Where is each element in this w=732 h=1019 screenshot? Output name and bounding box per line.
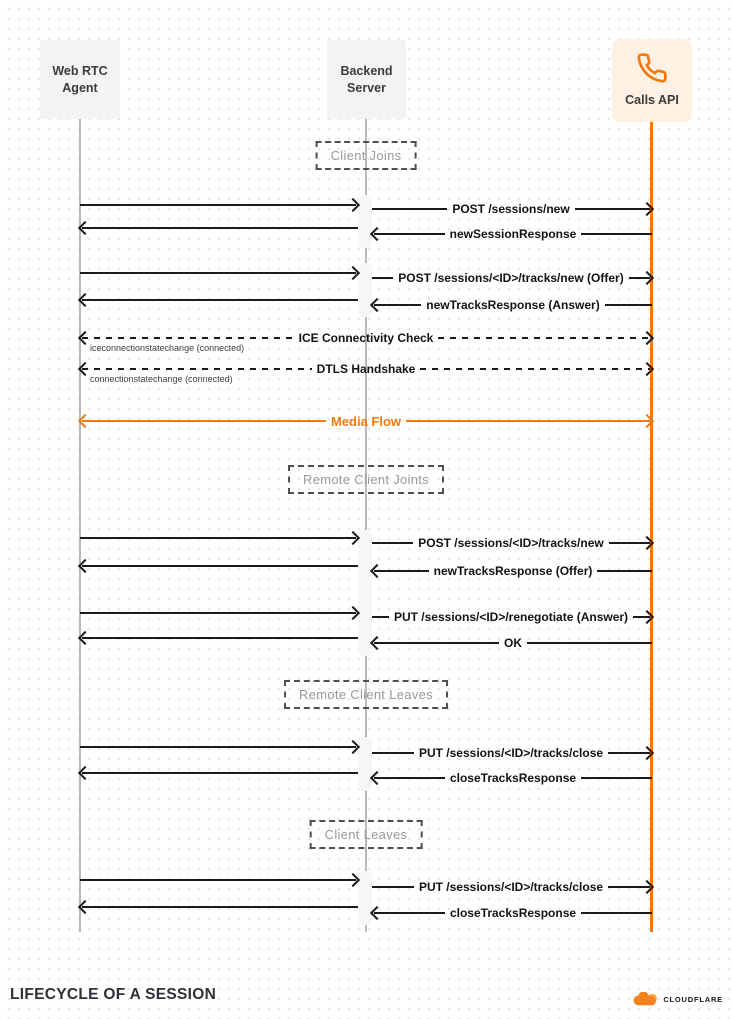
message-arrow <box>372 906 652 920</box>
arrowhead-right-icon <box>640 271 654 285</box>
message-label: PUT /sessions/<ID>/tracks/close <box>418 880 604 894</box>
message-label: POST /sessions/<ID>/tracks/new (Offer) <box>398 271 624 285</box>
message-arrow <box>372 564 652 578</box>
arrow-line <box>372 208 447 210</box>
arrow-line <box>80 612 356 614</box>
arrow-line-orange <box>406 420 650 422</box>
message-arrow <box>372 271 652 285</box>
arrowhead-right-icon <box>346 531 360 545</box>
arrowhead-right-icon <box>640 331 654 345</box>
arrowhead-left-icon <box>370 906 384 920</box>
arrowhead-right-icon <box>640 880 654 894</box>
activation-bar <box>358 263 372 317</box>
arrow-line <box>82 906 358 908</box>
message-label: newTracksResponse (Answer) <box>426 298 600 312</box>
lifeline-web-rtc-agent <box>79 119 81 932</box>
message-arrow <box>372 536 652 550</box>
section-remote-client-leaves <box>284 680 448 709</box>
message-arrow <box>80 531 358 545</box>
arrow-line <box>374 912 445 914</box>
arrowhead-left-icon <box>78 900 92 914</box>
arrowhead-right-icon <box>640 414 654 428</box>
arrow-line <box>581 912 652 914</box>
arrow-line <box>82 565 358 567</box>
message-arrow <box>80 900 358 914</box>
section-client-joins <box>316 141 417 170</box>
arrowhead-left-icon <box>78 559 92 573</box>
actor-web-rtc-agent <box>40 40 120 119</box>
message-arrow <box>80 559 358 573</box>
message-arrow <box>80 606 358 620</box>
arrow-line <box>80 204 356 206</box>
section-label: Remote Client Leaves <box>299 687 433 702</box>
actor-label: Calls API <box>625 93 679 108</box>
message-label: Media Flow <box>330 413 402 429</box>
arrow-line-orange <box>82 420 326 422</box>
arrowhead-right-icon <box>640 202 654 216</box>
cloudflare-logo <box>632 992 723 1007</box>
arrowhead-right-icon <box>640 536 654 550</box>
arrow-line <box>80 537 356 539</box>
arrowhead-left-icon <box>78 221 92 235</box>
message-label: PUT /sessions/<ID>/tracks/close <box>418 746 604 760</box>
arrow-line <box>82 637 358 639</box>
cloudflare-cloud-icon <box>632 992 660 1007</box>
message-arrow <box>372 771 652 785</box>
lifeline-calls-api <box>650 122 653 932</box>
arrow-line <box>372 616 389 618</box>
message-arrow <box>80 293 358 307</box>
arrowhead-left-icon <box>370 564 384 578</box>
message-label: closeTracksResponse <box>449 771 577 785</box>
message-arrow <box>80 631 358 645</box>
arrow-line <box>80 879 356 881</box>
section-label: Client Joins <box>330 148 402 163</box>
arrow-line-dashed <box>82 368 312 370</box>
section-remote-client-joints <box>288 465 444 494</box>
message-arrow <box>372 202 652 216</box>
arrowhead-left-icon <box>370 298 384 312</box>
message-label: newSessionResponse <box>449 227 577 241</box>
activation-bar <box>358 530 372 656</box>
arrow-line <box>374 777 445 779</box>
arrow-line <box>527 642 652 644</box>
arrowhead-left-icon <box>78 293 92 307</box>
message-label: PUT /sessions/<ID>/renegotiate (Answer) <box>393 610 629 624</box>
arrow-line <box>374 642 499 644</box>
section-label: Client Leaves <box>324 827 408 842</box>
actor-backend-server <box>327 40 406 119</box>
arrowhead-right-icon <box>346 266 360 280</box>
arrowhead-left-icon <box>370 636 384 650</box>
page-title: LIFECYCLE OF A SESSION <box>10 986 217 1003</box>
arrowhead-left-icon <box>78 766 92 780</box>
arrow-line <box>82 772 358 774</box>
arrowhead-left-icon <box>78 631 92 645</box>
arrowhead-right-icon <box>640 362 654 376</box>
message-label: newTracksResponse (Offer) <box>433 564 593 578</box>
arrow-line-dashed <box>438 337 650 339</box>
arrow-line-dashed <box>420 368 650 370</box>
actor-label: Web RTC Agent <box>52 63 108 95</box>
arrowhead-right-icon <box>346 606 360 620</box>
arrow-line <box>82 299 358 301</box>
arrowhead-right-icon <box>640 610 654 624</box>
message-arrow <box>372 636 652 650</box>
arrow-line <box>80 746 356 748</box>
event-note: iceconnectionstatechange (connected) <box>90 343 245 353</box>
message-label: DTLS Handshake <box>316 362 416 376</box>
arrow-line <box>581 777 652 779</box>
actor-calls-api <box>612 39 692 122</box>
arrowhead-right-icon <box>346 740 360 754</box>
arrowhead-right-icon <box>640 746 654 760</box>
section-label: Remote Client Joints <box>303 472 429 487</box>
arrow-line <box>605 304 652 306</box>
arrow-line <box>581 233 652 235</box>
message-arrow <box>80 266 358 280</box>
arrowhead-left-icon <box>370 771 384 785</box>
actor-label: Backend Server <box>340 63 393 95</box>
message-arrow <box>372 227 652 241</box>
arrow-line <box>82 227 358 229</box>
message-label: closeTracksResponse <box>449 906 577 920</box>
message-arrow <box>372 746 652 760</box>
message-arrow <box>372 298 652 312</box>
message-arrow <box>372 610 652 624</box>
arrow-line <box>372 277 393 279</box>
message-arrow <box>372 880 652 894</box>
arrow-line <box>372 542 413 544</box>
message-arrow <box>80 198 358 212</box>
arrowhead-right-icon <box>346 198 360 212</box>
message-arrow <box>80 221 358 235</box>
message-label: ICE Connectivity Check <box>298 331 434 345</box>
arrow-line <box>372 886 414 888</box>
arrow-line <box>374 233 445 235</box>
cloudflare-wordmark: CLOUDFLARE <box>663 995 723 1004</box>
arrow-line <box>80 272 356 274</box>
arrowhead-left-icon <box>78 414 92 428</box>
section-client-leaves <box>310 820 423 849</box>
message-arrow <box>80 740 358 754</box>
activation-bar <box>358 737 372 791</box>
activation-bar <box>358 195 372 248</box>
message-label: OK <box>504 636 522 650</box>
arrow-line-dashed <box>82 337 294 339</box>
event-note: connectionstatechange (connected) <box>90 374 233 384</box>
phone-icon <box>636 52 668 84</box>
arrowhead-left-icon <box>370 227 384 241</box>
message-arrow <box>80 766 358 780</box>
arrowhead-right-icon <box>346 873 360 887</box>
message-arrow <box>80 873 358 887</box>
arrow-line <box>372 752 414 754</box>
message-label: POST /sessions/new <box>452 202 570 216</box>
arrow-line <box>597 570 652 572</box>
message-arrow-media-flow <box>80 414 652 428</box>
message-label: POST /sessions/<ID>/tracks/new <box>418 536 604 550</box>
